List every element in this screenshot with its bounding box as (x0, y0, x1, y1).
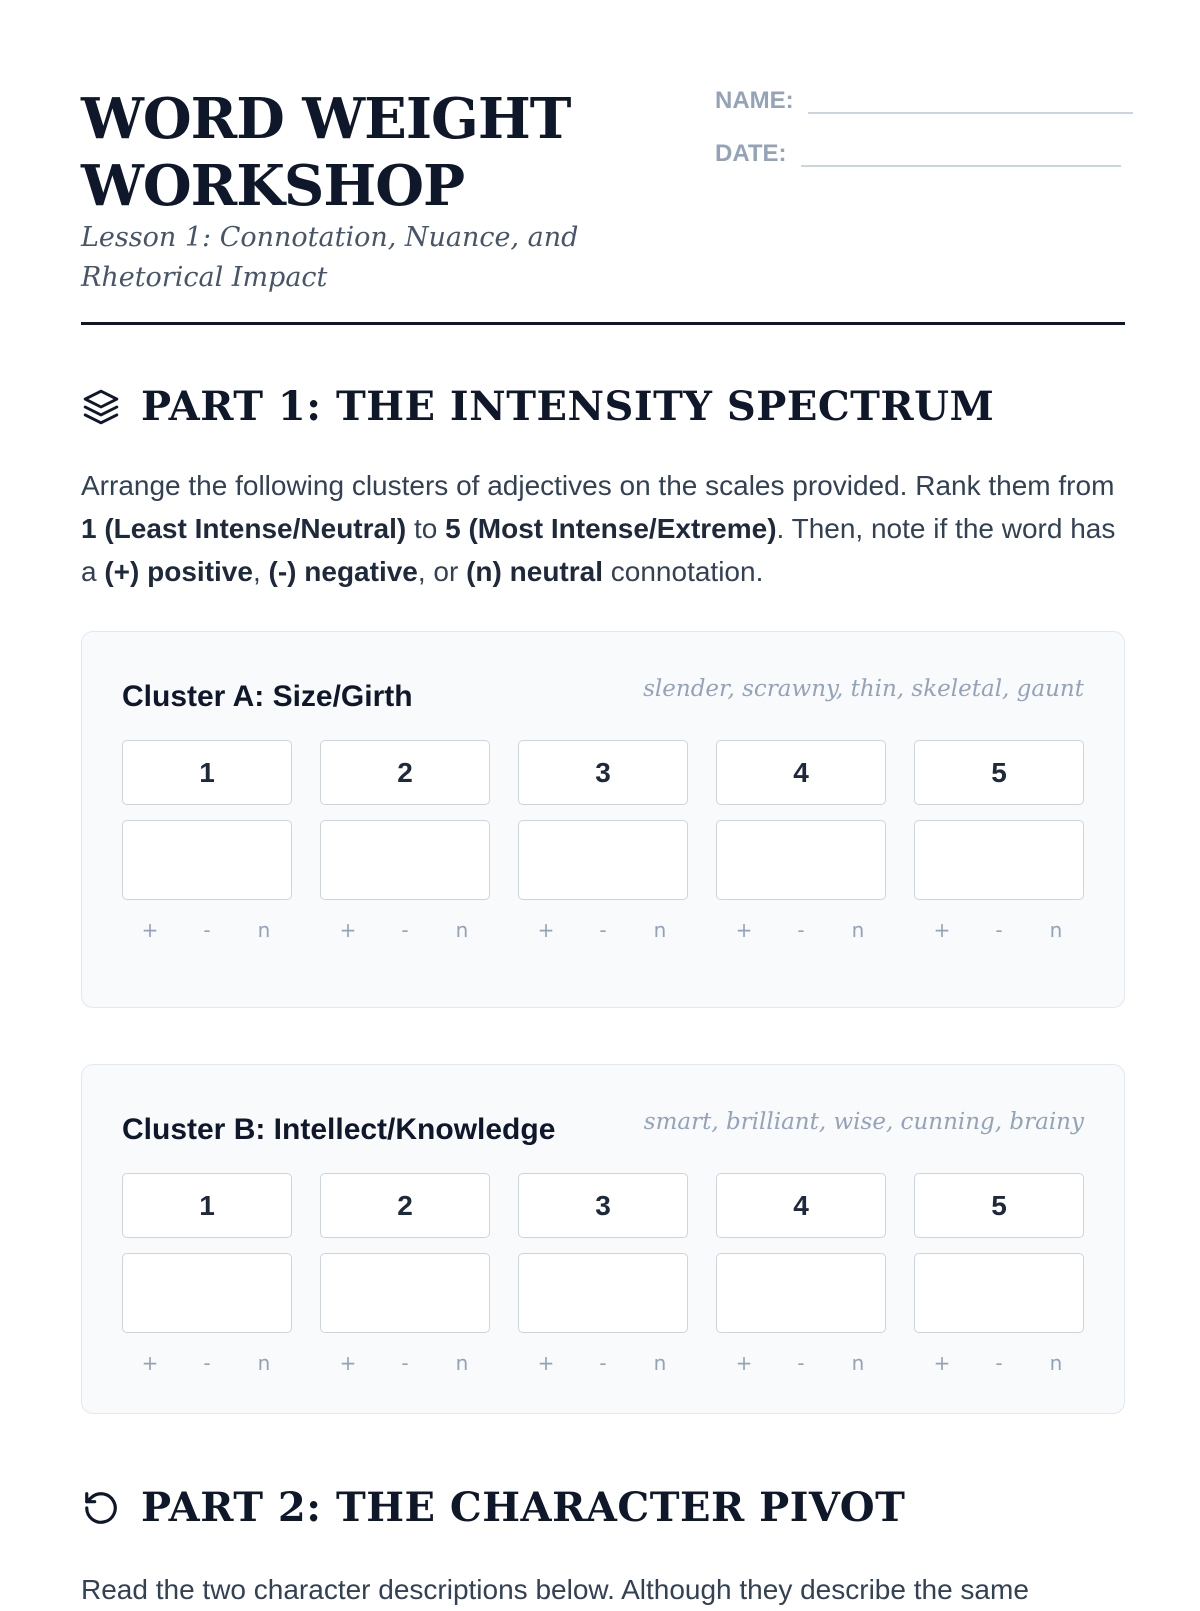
word-answer-box[interactable] (716, 820, 886, 900)
title-line-1: WORD WEIGHT (81, 86, 571, 152)
scale-slot (716, 1173, 886, 1375)
instr-text-5: , or (417, 556, 467, 587)
negative-mark[interactable]: - (401, 918, 409, 942)
intensity-scale (122, 1173, 1084, 1375)
slot-number: 4 (716, 740, 886, 805)
negative-mark[interactable]: - (203, 918, 211, 942)
negative-mark[interactable]: - (599, 1351, 607, 1375)
negative-mark[interactable]: - (401, 1351, 409, 1375)
negative-mark[interactable]: - (995, 1351, 1003, 1375)
connotation-marks (335, 918, 475, 942)
positive-mark[interactable]: + (735, 1351, 753, 1375)
worksheet-header (81, 0, 1125, 325)
cluster-word-bank: slender, scrawny, thin, skeletal, gaunt (643, 676, 1084, 702)
cluster-card-a (81, 631, 1125, 1008)
cluster-head (122, 1109, 1084, 1153)
worksheet-page (81, 0, 1125, 1605)
name-line[interactable] (808, 112, 1133, 114)
word-answer-box[interactable] (518, 1253, 688, 1333)
scale-slot (914, 740, 1084, 942)
rotate-ccw-icon (81, 1488, 121, 1528)
cluster-word-bank: smart, brilliant, wise, cunning, brainy (643, 1109, 1084, 1135)
connotation-marks (137, 918, 277, 942)
scale-slot (518, 1173, 688, 1375)
title-line-2: WORKSHOP (81, 153, 465, 219)
scale-slot (914, 1173, 1084, 1375)
date-line[interactable] (801, 165, 1121, 167)
positive-mark[interactable]: + (933, 1351, 951, 1375)
positive-mark[interactable]: + (141, 1351, 159, 1375)
intensity-scale (122, 740, 1084, 942)
cluster-head (122, 676, 1084, 720)
instr-bold-3: (+) positive (104, 556, 253, 587)
connotation-marks (137, 1351, 277, 1375)
word-answer-box[interactable] (914, 820, 1084, 900)
word-answer-box[interactable] (122, 820, 292, 900)
instr-bold-5: (n) neutral (466, 556, 603, 587)
positive-mark[interactable]: + (735, 918, 753, 942)
instr-text-1: Arrange the following clusters of adjectives on the scales provided. Rank them from (81, 470, 1115, 501)
word-answer-box[interactable] (320, 1253, 490, 1333)
slot-number: 3 (518, 740, 688, 805)
negative-mark[interactable]: - (599, 918, 607, 942)
neutral-mark[interactable]: n (653, 918, 667, 942)
slot-number: 5 (914, 1173, 1084, 1238)
date-field[interactable] (715, 139, 1121, 169)
word-answer-box[interactable] (122, 1253, 292, 1333)
layers-icon (81, 387, 121, 427)
cluster-card-b (81, 1064, 1125, 1414)
instr-text-2: to (406, 513, 446, 544)
slot-number: 2 (320, 1173, 490, 1238)
instr-bold-1: 1 (Least Intense/Neutral) (81, 513, 407, 544)
positive-mark[interactable]: + (537, 1351, 555, 1375)
neutral-mark[interactable]: n (851, 1351, 865, 1375)
neutral-mark[interactable]: n (1049, 918, 1063, 942)
slot-number: 1 (122, 1173, 292, 1238)
slot-number: 4 (716, 1173, 886, 1238)
negative-mark[interactable]: - (995, 918, 1003, 942)
name-field[interactable] (715, 86, 1133, 116)
name-label: NAME: (715, 87, 794, 114)
part1-heading (81, 383, 994, 430)
neutral-mark[interactable]: n (851, 918, 865, 942)
scale-slot (320, 1173, 490, 1375)
instr-bold-2: 5 (Most Intense/Extreme) (445, 513, 777, 544)
positive-mark[interactable]: + (339, 1351, 357, 1375)
positive-mark[interactable]: + (537, 918, 555, 942)
positive-mark[interactable]: + (933, 918, 951, 942)
positive-mark[interactable]: + (141, 918, 159, 942)
word-answer-box[interactable] (320, 820, 490, 900)
word-answer-box[interactable] (518, 820, 688, 900)
lesson-subtitle: Lesson 1: Connotation, Nuance, and Rhetorical Impact (81, 222, 579, 293)
cluster-title: Cluster B: Intellect/Knowledge (122, 1113, 556, 1146)
word-answer-box[interactable] (716, 1253, 886, 1333)
connotation-marks (929, 918, 1069, 942)
scale-slot (716, 740, 886, 942)
connotation-marks (533, 1351, 673, 1375)
connotation-marks (533, 918, 673, 942)
connotation-marks (929, 1351, 1069, 1375)
neutral-mark[interactable]: n (653, 1351, 667, 1375)
negative-mark[interactable]: - (797, 1351, 805, 1375)
part2-title: PART 2: THE CHARACTER PIVOT (141, 1484, 906, 1531)
slot-number: 5 (914, 740, 1084, 805)
neutral-mark[interactable]: n (1049, 1351, 1063, 1375)
instr-text-3: . Then, note if the word has a (81, 513, 1116, 587)
negative-mark[interactable]: - (203, 1351, 211, 1375)
date-label: DATE: (715, 140, 787, 167)
part2-heading (81, 1484, 905, 1531)
worksheet-title (81, 86, 701, 220)
scale-slot (518, 740, 688, 942)
neutral-mark[interactable]: n (455, 918, 469, 942)
instr-text-4: , (252, 556, 269, 587)
scale-slot (320, 740, 490, 942)
connotation-marks (731, 918, 871, 942)
positive-mark[interactable]: + (339, 918, 357, 942)
part1-title: PART 1: THE INTENSITY SPECTRUM (141, 383, 995, 430)
slot-number: 1 (122, 740, 292, 805)
word-answer-box[interactable] (914, 1253, 1084, 1333)
connotation-marks (335, 1351, 475, 1375)
connotation-marks (731, 1351, 871, 1375)
neutral-mark[interactable]: n (455, 1351, 469, 1375)
negative-mark[interactable]: - (797, 918, 805, 942)
neutral-mark[interactable]: n (257, 918, 271, 942)
scale-slot (122, 1173, 292, 1375)
slot-number: 3 (518, 1173, 688, 1238)
cluster-title: Cluster A: Size/Girth (122, 680, 413, 713)
neutral-mark[interactable]: n (257, 1351, 271, 1375)
part2-instructions: Read the two character descriptions below. Although they describe the same (81, 1574, 1029, 1605)
instr-bold-4: (-) negative (268, 556, 418, 587)
instr-text-6: connotation. (603, 556, 764, 587)
slot-number: 2 (320, 740, 490, 805)
scale-slot (122, 740, 292, 942)
part1-instructions (81, 464, 1125, 593)
